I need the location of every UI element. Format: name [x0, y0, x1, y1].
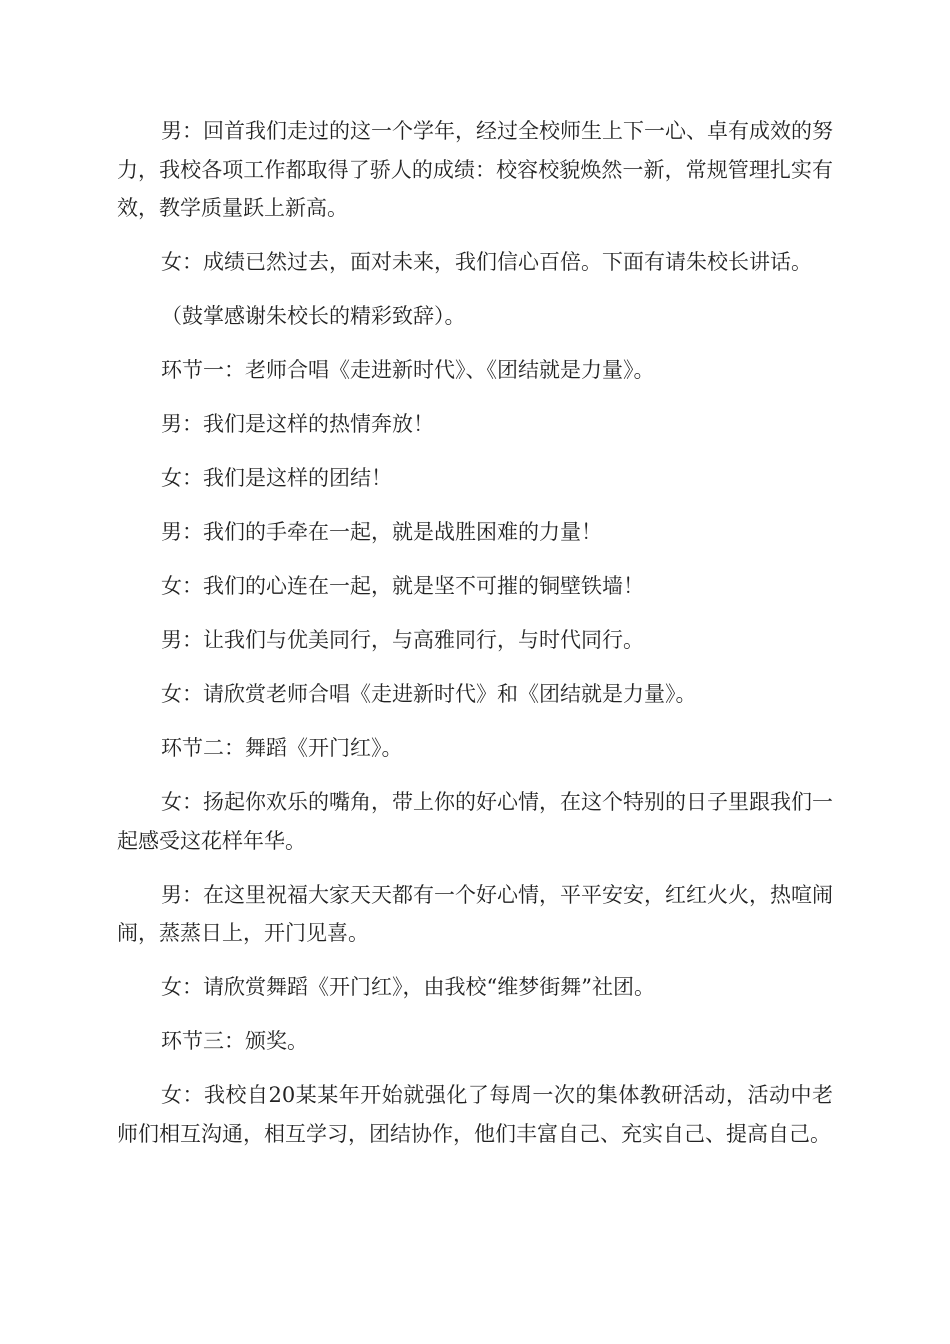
paragraph-segment-two: 环节二：舞蹈《开门红》。: [161, 736, 403, 760]
paragraph-female-unity: 女：我们是这样的团结！: [161, 466, 392, 490]
paragraph-male-passion: 男：我们是这样的热情奔放！: [161, 412, 434, 436]
paragraph-invite-principal: 女：成绩已然过去，面对未来，我们信心百倍。下面有请朱校长讲话。: [161, 250, 812, 274]
paragraph-segment-three: 环节三：颁奖。: [161, 1029, 308, 1053]
paragraph-male-hands: 男：我们的手牵在一起，就是战胜困难的力量！: [161, 520, 602, 544]
paragraph-male-blessing: 男：在这里祝福大家天天都有一个好心情，平平安安，红红火火，热喧闹闹，蒸蒸日上，开门见喜。: [117, 882, 833, 945]
document-body: [117, 112, 833, 1169]
paragraph-female-research: 女：我校自20某某年开始就强化了每周一次的集体教研活动，活动中老师们相互沟通，相互学习，团结协作，他们丰富自己、充实自己、提高自己。: [117, 1083, 833, 1146]
paragraph-female-dance-intro: 女：请欣赏舞蹈《开门红》，由我校“维梦街舞”社团。: [161, 975, 655, 999]
paragraph-female-hearts: 女：我们的心连在一起，就是坚不可摧的铜壁铁墙！: [161, 574, 644, 598]
paragraph-segment-one: 环节一：老师合唱《走进新时代》、《团结就是力量》。: [161, 358, 655, 382]
paragraph-female-smile: 女：扬起你欢乐的嘴角，带上你的好心情，在这个特别的日子里跟我们一起感受这花样年华。: [117, 790, 833, 853]
paragraph-female-chorus-intro: 女：请欣赏老师合唱《走进新时代》和《团结就是力量》。: [161, 682, 697, 706]
paragraph-applause: （鼓掌感谢朱校长的精彩致辞）。: [161, 304, 466, 328]
paragraph-recap-male: 男：回首我们走过的这一个学年，经过全校师生上下一心、卓有成效的努力，我校各项工作都取得了骄人的成绩：校容校貌焕然一新，常规管理扎实有效，教学质量跃上新高。: [117, 119, 833, 220]
paragraph-male-together: 男：让我们与优美同行，与高雅同行，与时代同行。: [161, 628, 644, 652]
